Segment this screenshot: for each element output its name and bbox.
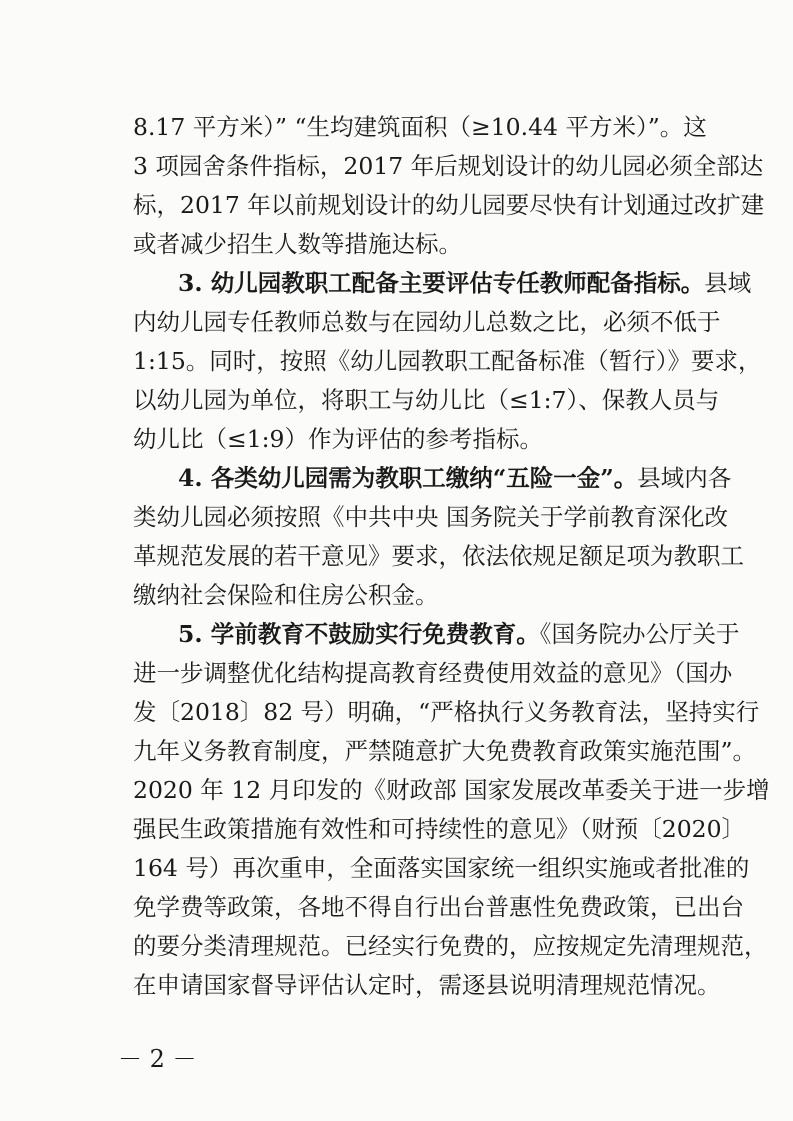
text-segment: 县域内各 (637, 464, 732, 492)
paragraph-heading: 4. 各类幼儿园需为教职工缴纳“五险一金”。 (178, 464, 638, 492)
text-line: 或者减少招生人数等措施达标。 (133, 230, 462, 258)
paragraph-heading: 5. 学前教育不鼓励实行免费教育。 (178, 620, 540, 648)
text-line: 强民生政策措施有效性和可持续性的意见》（财预〔2020〕 (133, 815, 746, 843)
text-line: 3 项园舍条件指标，2017 年后规划设计的幼儿园必须全部达 (133, 152, 764, 180)
text-line: 免学费等政策，各地不得自行出台普惠性免费政策，已出台 (133, 893, 744, 921)
text-line: 以幼儿园为单位，将职工与幼儿比（≤1:7）、保教人员与 (133, 386, 720, 414)
text-line (178, 619, 740, 649)
text-line: 革规范发展的若干意见》要求，依法依规足额足项为教职工 (133, 542, 744, 570)
text-segment: 《国务院办公厅关于 (539, 620, 740, 648)
text-line: 幼儿比（≤1:9）作为评估的参考指标。 (133, 425, 544, 453)
text-line: 164 号）再次重申，全面落实国家统一组织实施或者批准的 (133, 854, 750, 882)
text-line: 发〔2018〕82 号）明确，“严格执行义务教育法，坚持实行 (133, 698, 760, 726)
text-line (178, 463, 732, 493)
text-line: 类幼儿园必须按照《中共中央 国务院关于学前教育深化改 (133, 503, 728, 531)
text-line: 的要分类清理规范。已经实行免费的，应按规定先清理规范， (133, 932, 768, 960)
text-line: 8.17 平方米）” “生均建筑面积（≥10.44 平方米）”。这 (133, 113, 707, 141)
text-line: 2020 年 12 月印发的《财政部 国家发展改革委关于进一步增 (133, 776, 770, 804)
text-segment: 县域 (704, 269, 752, 297)
text-line: 1:15。同时，按照《幼儿园教职工配备标准（暂行）》要求， (133, 347, 762, 375)
text-line: 缴纳社会保险和住房公积金。 (133, 581, 439, 609)
text-line: 进一步调整优化结构提高教育经费使用效益的意见》（国办 (133, 659, 733, 687)
text-line: 内幼儿园专任教师总数与在园幼儿总数之比，必须不低于 (133, 308, 721, 336)
text-line: 在申请国家督导评估认定时，需逐县说明清理规范情况。 (133, 971, 721, 999)
page-number: － 2 － (118, 1045, 197, 1073)
text-line (178, 268, 752, 298)
text-line: 标，2017 年以前规划设计的幼儿园要尽快有计划通过改扩建 (133, 191, 765, 219)
paragraph-heading: 3. 幼儿园教职工配备主要评估专任教师配备指标。 (178, 269, 705, 297)
text-line: 九年义务教育制度，严禁随意扩大免费教育政策实施范围”。 (133, 737, 757, 765)
